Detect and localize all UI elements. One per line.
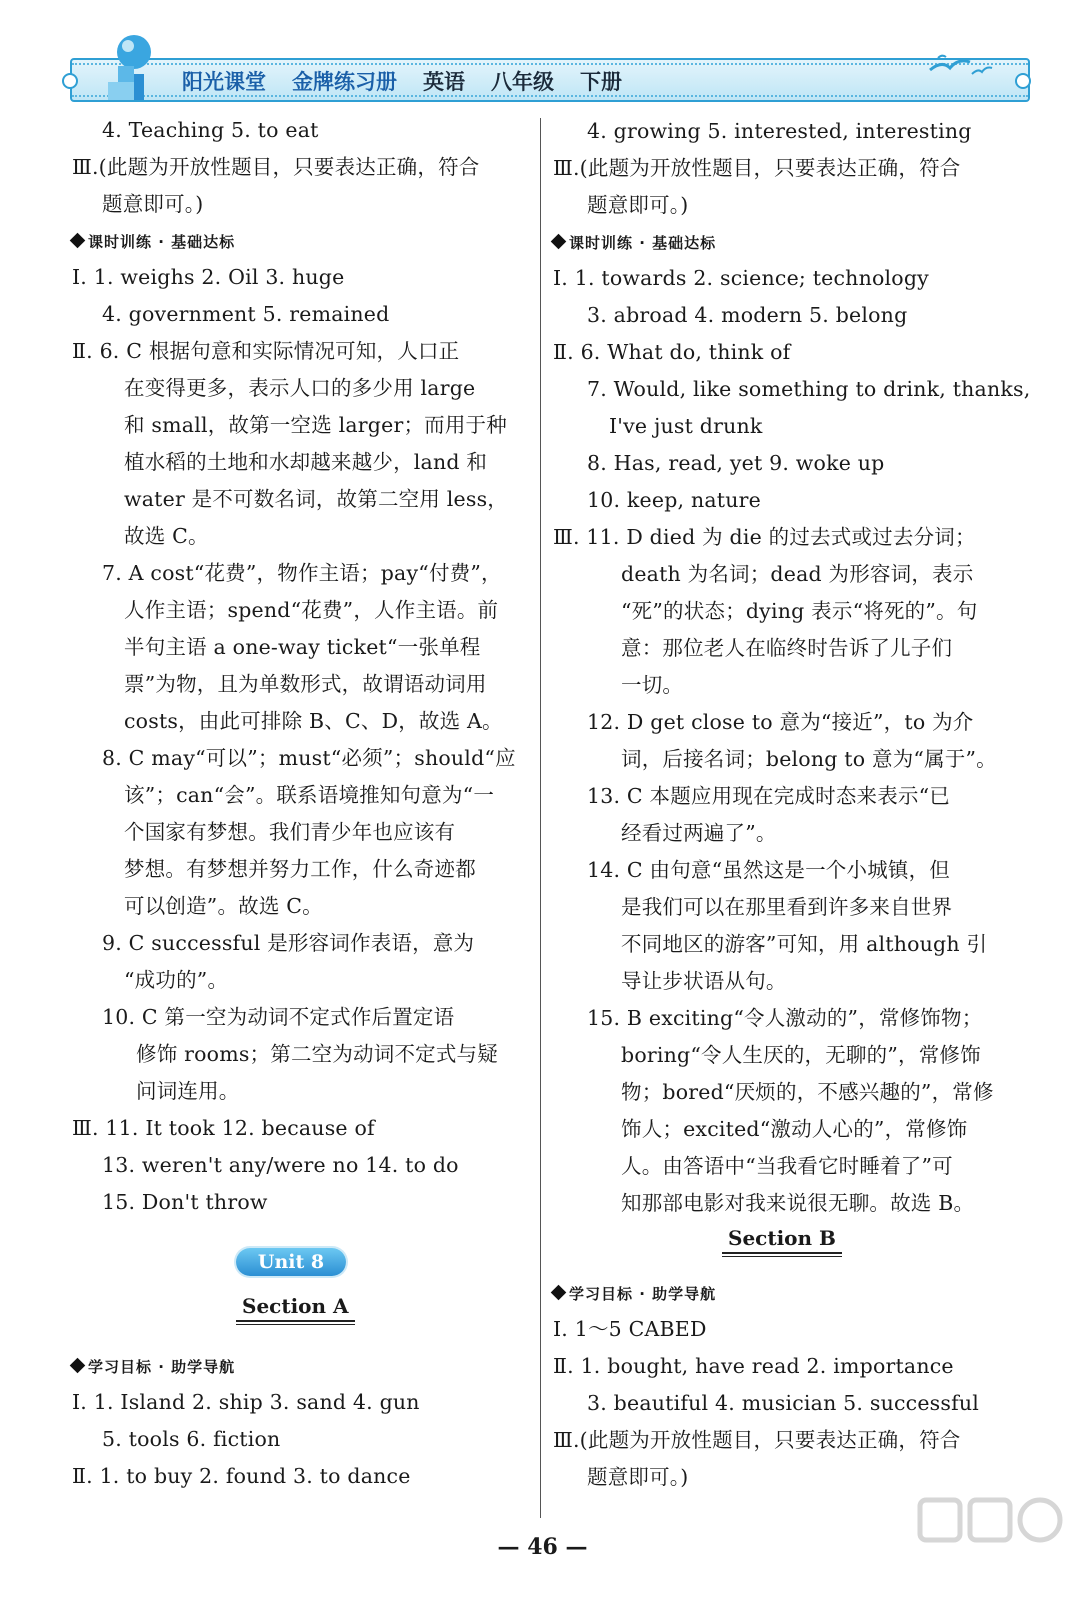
answer-line: 7. Would, like something to drink, thanks,: [587, 377, 1031, 401]
answer-line: 题意即可。): [102, 192, 204, 216]
diamond-bullet-icon: [70, 233, 86, 249]
page-number: — 46 —: [497, 1534, 588, 1560]
answer-line: 13. weren't any/were no 14. to do: [102, 1153, 459, 1177]
answer-line: “成功的”。: [124, 968, 229, 992]
answer-line: 题意即可。): [587, 1465, 689, 1489]
answer-line: 4. government 5. remained: [102, 302, 390, 326]
header-brand: 阳光课堂: [182, 70, 266, 94]
answer-line: Ⅰ. 1. towards 2. science; technology: [553, 266, 929, 290]
subheading-text: 学习目标 · 助学导航: [569, 1285, 717, 1303]
answer-line: Ⅰ. 1. Island 2. ship 3. sand 4. gun: [72, 1390, 420, 1414]
answer-line: 10. keep, nature: [587, 488, 761, 512]
subheading-text: 学习目标 · 助学导航: [88, 1358, 236, 1376]
answer-line: 意：那位老人在临终时告诉了儿子们: [621, 636, 953, 660]
answer-line: Ⅲ.(此题为开放性题目，只要表达正确，符合: [72, 155, 480, 179]
answer-line: water 是不可数名词，故第二空用 less，: [124, 487, 508, 511]
answer-line: 8. C may“可以”；must“必须”；should“应: [102, 746, 516, 770]
answer-line: 导让步状语从句。: [621, 969, 787, 993]
answer-line: 在变得更多，表示人口的多少用 large: [124, 376, 476, 400]
answer-line: 和 small，故第一空选 larger；而用于种: [124, 413, 507, 437]
answer-line: Ⅱ. 1. to buy 2. found 3. to dance: [72, 1464, 411, 1488]
column-divider: [540, 118, 541, 1518]
answer-line: 人作主语；spend“花费”，人作主语。前: [124, 598, 499, 622]
answer-line: 8. Has, read, yet 9. woke up: [587, 451, 885, 475]
section-b-heading: Section B: [722, 1226, 842, 1254]
watermark-logo-icon: [900, 1490, 1070, 1590]
answer-line: 半句主语 a one-way ticket“一张单程: [124, 635, 481, 659]
diamond-bullet-icon: [551, 234, 567, 250]
header-grade: 八年级: [491, 70, 554, 94]
answer-line: 知那部电影对我来说很无聊。故选 B。: [621, 1191, 975, 1215]
answer-line: 饰人；excited“激动人心的”，常修饰: [621, 1117, 968, 1141]
answer-line: Ⅲ.(此题为开放性题目，只要表达正确，符合: [553, 156, 961, 180]
section-subheading: [553, 1281, 716, 1307]
answer-line: 物；bored“厌烦的，不感兴趣的”，常修: [621, 1080, 994, 1104]
birds-icon: [928, 52, 998, 82]
section-subheading: [553, 230, 716, 256]
answer-line: 13. C 本题应用现在完成时态来表示“已: [587, 784, 950, 808]
answer-line: death 为名词；dead 为形容词，表示: [621, 562, 974, 586]
section-subheading: [72, 229, 235, 255]
answer-line: 一切。: [621, 673, 684, 697]
banner-right-circle: [1015, 73, 1031, 89]
answer-line: 故选 C。: [124, 524, 209, 548]
answer-line: 问词连用。: [136, 1079, 240, 1103]
answer-line: Ⅱ. 1. bought, have read 2. importance: [553, 1354, 954, 1378]
answer-line: costs，由此可排除 B、C、D，故选 A。: [124, 709, 503, 733]
header-banner: [70, 58, 1030, 102]
section-subheading: [72, 1354, 235, 1380]
answer-line: 是我们可以在那里看到许多来自世界: [621, 895, 953, 919]
answer-line: 题意即可。): [587, 193, 689, 217]
answer-line: Ⅲ. 11. It took 12. because of: [72, 1116, 375, 1140]
answer-line: 词，后接名词；belong to 意为“属于”。: [621, 747, 997, 771]
answer-line: 4. Teaching 5. to eat: [102, 118, 319, 142]
answer-line: 植水稻的土地和水却越来越少，land 和: [124, 450, 488, 474]
answer-line: 4. growing 5. interested, interesting: [587, 119, 972, 143]
answer-line: Ⅱ. 6. What do, think of: [553, 340, 791, 364]
header-volume: 下册: [580, 70, 622, 94]
answer-line: 个国家有梦想。我们青少年也应该有: [124, 820, 456, 844]
answer-line: 15. B exciting“令人激动的”，常修饰物；: [587, 1006, 983, 1030]
answer-line: 梦想。有梦想并努力工作，什么奇迹都: [124, 857, 476, 881]
answer-line: Ⅲ. 11. D died 为 die 的过去式或过去分词；: [553, 525, 976, 549]
answer-line: 可以创造”。故选 C。: [124, 894, 323, 918]
banner-left-circle: [62, 73, 78, 89]
answer-line: 该”；can“会”。联系语境推知句意为“一: [124, 783, 495, 807]
answer-line: Ⅰ. 1. weighs 2. Oil 3. huge: [72, 265, 345, 289]
answer-line: 修饰 rooms；第二空为动词不定式与疑: [136, 1042, 498, 1066]
answer-line: Ⅱ. 6. C 根据句意和实际情况可知，人口正: [72, 339, 460, 363]
diamond-bullet-icon: [551, 1285, 567, 1301]
header-subject: 英语: [423, 70, 465, 94]
header-series: 金牌练习册: [292, 70, 397, 94]
diamond-bullet-icon: [70, 1358, 86, 1374]
subheading-text: 课时训练 · 基础达标: [88, 233, 236, 251]
answer-line: boring“令人生厌的，无聊的”，常修饰: [621, 1043, 981, 1067]
answer-line: 票”为物，且为单数形式，故谓语动词用: [124, 672, 487, 696]
answer-line: 5. tools 6. fiction: [102, 1427, 281, 1451]
answer-line: 7. A cost“花费”，物作主语；pay“付费”，: [102, 561, 502, 585]
answer-line: 14. C 由句意“虽然这是一个小城镇，但: [587, 858, 950, 882]
lighthouse-logo-icon: [88, 30, 168, 105]
subheading-text: 课时训练 · 基础达标: [569, 234, 717, 252]
answer-line: I've just drunk: [609, 414, 763, 438]
answer-line: 人。由答语中“当我看它时睡着了”可: [621, 1154, 953, 1178]
answer-line: 10. C 第一空为动词不定式作后置定语: [102, 1005, 455, 1029]
answer-line: Ⅲ.(此题为开放性题目，只要表达正确，符合: [553, 1428, 961, 1452]
answer-line: 9. C successful 是形容词作表语，意为: [102, 931, 475, 955]
answer-line: “死”的状态；dying 表示“将死的”。句: [621, 599, 978, 623]
watermark: [900, 1490, 1070, 1590]
answer-line: 经看过两遍了”。: [621, 821, 777, 845]
unit-badge: Unit 8: [236, 1248, 346, 1276]
answer-line: 3. beautiful 4. musician 5. successful: [587, 1391, 980, 1415]
section-a-heading: Section A: [236, 1294, 355, 1322]
answer-line: Ⅰ. 1～5 CABED: [553, 1317, 707, 1341]
answer-line: 3. abroad 4. modern 5. belong: [587, 303, 908, 327]
answer-line: 12. D get close to 意为“接近”，to 为介: [587, 710, 974, 734]
header-title: [182, 66, 622, 96]
answer-line: 15. Don't throw: [102, 1190, 268, 1214]
answer-line: 不同地区的游客”可知，用 although 引: [621, 932, 988, 956]
